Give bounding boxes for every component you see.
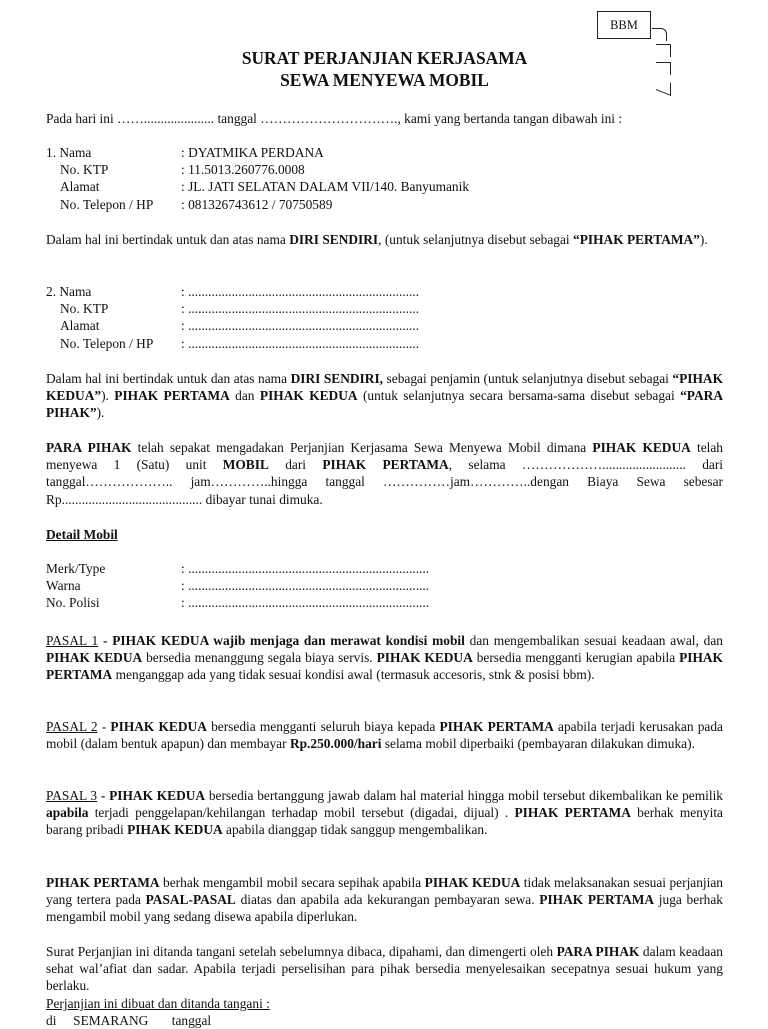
bold-run: apabila — [46, 805, 89, 821]
bold-run: MOBIL — [222, 457, 269, 473]
text-run: ). — [699, 232, 708, 247]
car-plate-row — [46, 594, 723, 611]
closing-paragraph — [46, 943, 723, 995]
detail-mobil-heading — [46, 526, 723, 543]
text-run: Dalam hal ini bertindak untuk dan atas nama — [46, 371, 291, 386]
pasal-label: PASAL 1 — [46, 633, 99, 648]
bold-run: PIHAK KEDUA — [376, 650, 473, 666]
text-run: dan mengembalikan sesuai keadaan awal, dan — [464, 633, 723, 648]
text-run: Dalam hal ini bertindak untuk dan atas nama — [46, 232, 290, 247]
text-run: apabila dianggap tidak sanggup mengembalikan. — [222, 822, 488, 838]
pasal-label: PASAL 2 — [46, 719, 98, 734]
party-2-name-row — [46, 283, 723, 300]
text-run: apabila terjadi kerusakan pada mobil (dalam bentuk apapun) dan membayar — [46, 719, 723, 752]
text-run: selama mobil diperbaiki (pembayaran dilakukan dimuka). — [381, 736, 695, 752]
bold-run: “PARA PIHAK” — [46, 388, 724, 421]
car-color-row — [46, 577, 723, 594]
field-value: : ........................................................................ — [181, 578, 430, 594]
bold-run: PIHAK PERTAMA — [46, 650, 723, 683]
field-value: : ..................................................................... — [181, 301, 420, 317]
field-label: No. Telepon / HP — [60, 196, 154, 212]
bold-run: PIHAK KEDUA — [424, 875, 521, 890]
bold-run: DIRI SENDIRI — [289, 232, 379, 247]
field-label: No. Polisi — [46, 595, 100, 611]
bold-run: PIHAK KEDUA — [109, 788, 206, 803]
title-line-1: SURAT PERJANJIAN KERJASAMA — [241, 48, 528, 68]
signed-statement: Perjanjian ini dibuat dan ditanda tangani : — [46, 996, 270, 1011]
text-run: bersedia bertanggung jawab dalam hal material hingga mobil tersebut dikembalikan ke pemilik — [205, 788, 723, 803]
text-run: bersedia mengganti kerugian apabila — [472, 650, 680, 666]
opening-line: Pada hari ini ……..................... tanggal …………………………., kami yang bertanda tangan dibawah ini : — [46, 111, 623, 126]
field-value: : 081326743612 / 70750589 — [181, 196, 333, 212]
field-label: No. KTP — [60, 301, 109, 317]
field-label: Merk/Type — [46, 561, 106, 576]
bold-run: DIRI SENDIRI, — [290, 371, 384, 386]
title-line-2: SEWA MENYEWA MOBIL — [280, 70, 489, 90]
field-value: : 11.5013.260776.0008 — [181, 162, 305, 178]
bold-run: - — [97, 788, 110, 803]
bracket-stroke — [652, 28, 667, 41]
party-1-details — [46, 144, 723, 213]
party-2-statement — [46, 370, 723, 422]
text-run: dan — [229, 388, 260, 404]
bold-run: PIHAK PERTAMA — [114, 388, 230, 404]
bold-run: PIHAK KEDUA — [127, 822, 223, 838]
bold-run: PIHAK KEDUA wajib menjaga dan merawat kondisi mobil — [112, 633, 465, 648]
car-details — [46, 560, 723, 612]
bold-run: PIHAK PERTAMA — [46, 875, 160, 890]
signed-line — [46, 995, 723, 1012]
text-run: (untuk selanjutnya secara bersama-sama disebut sebagai — [357, 388, 681, 404]
party-1-name-row — [46, 144, 723, 161]
bold-run: “PIHAK PERTAMA” — [573, 232, 700, 247]
text-run: - — [97, 719, 111, 734]
field-value: : JL. JATI SELATAN DALAM VII/140. Banyumanik — [181, 179, 470, 195]
car-type-row — [46, 560, 723, 577]
field-label: 2. Nama — [46, 284, 92, 299]
party-1-address-row — [46, 178, 723, 195]
field-label: No. Telepon / HP — [60, 335, 154, 351]
text-run: telah menyewa 1 (Satu) unit — [46, 440, 723, 473]
text-run: bersedia mengganti seluruh biaya kepada — [206, 719, 440, 734]
section-heading: Detail Mobil — [46, 527, 118, 542]
pasal-label: PASAL 3 — [46, 788, 98, 803]
bold-run: PARA PIHAK — [46, 440, 132, 455]
text-run: diatas dan apabila ada kekurangan pembayaran sewa. — [235, 892, 540, 908]
field-label: No. KTP — [60, 162, 109, 178]
text-run: bersedia menanggung segala biaya servis. — [142, 650, 377, 666]
pasal-2 — [46, 718, 723, 752]
party-1-statement — [46, 231, 723, 248]
field-label: 1. Nama — [46, 145, 92, 160]
bold-run: PIHAK PERTAMA — [322, 457, 449, 473]
bold-run: PIHAK PERTAMA — [439, 719, 554, 734]
text-run: tidak melaksanakan sesuai perjanjian yang tertera pada — [46, 875, 724, 908]
text-run: menganggap ada yang tidak sesuai kondisi awal (termasuk accesoris, stnk & posisi bbm). — [112, 667, 595, 683]
field-value: : DYATMIKA PERDANA — [181, 145, 324, 160]
text-run: berhak mengambil mobil secara sepihak apabila — [159, 875, 425, 890]
text-run: dari — [268, 457, 323, 473]
pasal-3 — [46, 787, 723, 839]
party-2-details — [46, 283, 723, 352]
field-value: : ........................................................................ — [181, 595, 430, 611]
bold-run: PIHAK PERTAMA — [539, 892, 655, 908]
pasal-1 — [46, 632, 723, 684]
bold-run: - — [98, 633, 113, 648]
party-2-phone-row — [46, 335, 723, 352]
party-1-ktp-row — [46, 161, 723, 178]
bold-run: PIHAK KEDUA — [110, 719, 207, 734]
field-value: : ..................................................................... — [181, 284, 420, 299]
text-run: , selama ………………......................... dari tanggal……………….. jam…………..hingga tanggal ……………jam…………..dengan Biaya Sewa sebesar Rp.......................................... dibayar tunai dimuka. — [46, 457, 724, 507]
bold-run: PIHAK KEDUA — [46, 650, 143, 666]
text-run: telah sepakat mengadakan Perjanjian Kerjasama Sewa Menyewa Mobil dimana — [131, 440, 593, 455]
field-label: Alamat — [60, 179, 100, 195]
text-run: juga berhak mengambil mobil yang sedang disewa apabila diperlukan. — [46, 892, 723, 925]
field-label: Warna — [46, 578, 81, 594]
text-run: berhak menyita barang pribadi — [46, 805, 724, 838]
party-2-address-row — [46, 317, 723, 334]
bold-run: Rp.250.000/hari — [289, 736, 382, 752]
document-title — [46, 47, 723, 91]
party-1-phone-row — [46, 196, 723, 213]
field-value: : ..................................................................... — [181, 335, 420, 351]
text-run: Surat Perjanjian ini ditanda tangani setelah sebelumnya dibaca, dipahami, dan dimengerti oleh — [46, 944, 557, 959]
text-run: sebagai penjamin (untuk selanjutnya disebut sebagai — [383, 371, 673, 386]
place-date-line: di SEMARANG tanggal — [46, 1013, 212, 1028]
field-label: Alamat — [60, 318, 100, 334]
field-value: : ........................................................................ — [181, 561, 430, 576]
text-run: terjadi penggelapan/kehilangan terhadap mobil tersebut (digadai, dijual) . — [88, 805, 515, 821]
text-run: ). — [96, 405, 105, 421]
bold-run: PIHAK PERTAMA — [514, 805, 631, 821]
clause-right-to-retrieve — [46, 874, 723, 926]
bold-run: PIHAK KEDUA — [592, 440, 691, 455]
text-run: dalam keadaan sehat wal’afiat dan sadar. Apabila terjadi perselisihan para pihak bersedia menyelesaikan secepatnya sesuai hukum yang berlaku. — [46, 944, 724, 994]
bbm-label: BBM — [597, 11, 651, 39]
party-2-ktp-row — [46, 300, 723, 317]
text-run: , (untuk selanjutnya disebut sebagai — [378, 232, 574, 247]
bold-run: “PIHAK KEDUA” — [46, 371, 723, 404]
field-value: : ..................................................................... — [181, 318, 420, 334]
bold-run: PASAL-PASAL — [145, 892, 236, 908]
bold-run: PARA PIHAK — [556, 944, 640, 959]
bold-run: PIHAK KEDUA — [259, 388, 358, 404]
text-run: ). — [101, 388, 115, 404]
agreement-paragraph — [46, 439, 723, 508]
